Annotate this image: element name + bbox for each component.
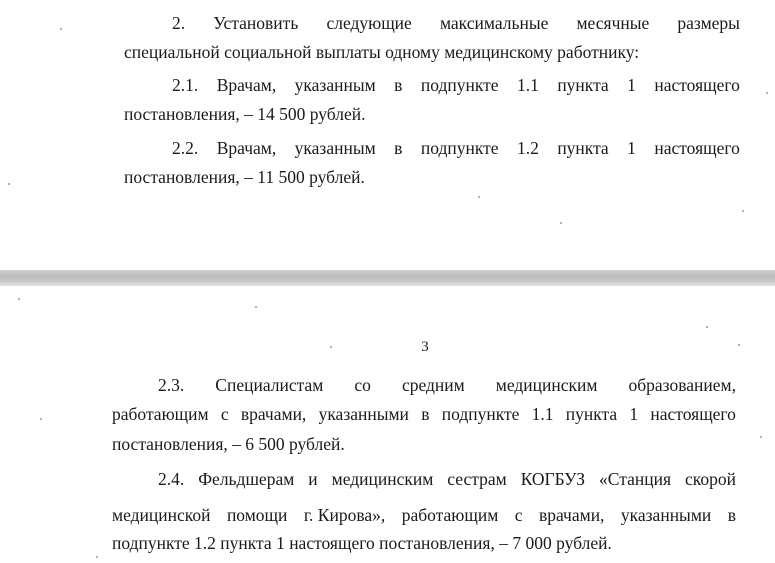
word: Установить [213, 13, 299, 33]
scan-speck [96, 556, 98, 558]
page-number: 3 [421, 339, 429, 355]
word: врачами, [240, 404, 307, 424]
scan-speck [760, 436, 762, 438]
word: в [421, 404, 430, 424]
word: Фельдшерам [198, 469, 295, 489]
word: указанным [294, 138, 376, 158]
paragraph-2-line-1 [172, 12, 740, 34]
page-break-separator [0, 270, 775, 286]
word: указанными [620, 505, 712, 525]
paragraph-2-4-line-3: подпункте 1.2 пункта 1 настоящего постановления, – 7 000 рублей. [112, 533, 612, 553]
word: средним [401, 375, 465, 395]
word: медицинским [331, 469, 434, 489]
scan-speck [742, 210, 744, 212]
word: Врачам, [216, 138, 277, 158]
paragraph-2-2-line-2: постановления, – 11 500 рублей. [124, 167, 365, 187]
paragraph-2-4-line-1 [158, 468, 736, 490]
word: настоящего [650, 404, 736, 424]
scan-speck [706, 326, 708, 328]
word: максимальные [439, 13, 549, 33]
word: работающим [401, 505, 499, 525]
word: КОГБУЗ [520, 469, 586, 489]
document-page-lower [0, 286, 775, 563]
word: Специалистам [215, 375, 324, 395]
paragraph-2-line-2: специальной социальной выплаты одному медицинскому работнику: [124, 42, 640, 62]
word: 2. [172, 13, 186, 33]
paragraph-2-1-line-1 [172, 74, 740, 96]
word: со [354, 375, 371, 395]
scan-speck [330, 346, 332, 348]
word: месячные [576, 13, 650, 33]
scan-speck [560, 222, 562, 224]
scan-speck [40, 418, 42, 420]
scan-speck [766, 92, 768, 94]
word: «Станция [599, 469, 671, 489]
document-page-upper [0, 0, 775, 270]
word: врачами, [538, 505, 605, 525]
word: 1 [629, 404, 639, 424]
word: указанными [318, 404, 409, 424]
scan-speck [8, 183, 10, 185]
paragraph-2-3-line-2 [112, 403, 736, 425]
word: в [394, 75, 403, 95]
word: подпункте [420, 138, 499, 158]
paragraph-2-4-line-2 [112, 504, 736, 526]
scan-speck [60, 28, 62, 30]
word: 1 [627, 138, 636, 158]
word: 2.3. [158, 375, 185, 395]
word: 2.1. [172, 75, 199, 95]
word: с [220, 404, 229, 424]
word: 1.1 [531, 404, 554, 424]
word: скорой [684, 469, 736, 489]
scan-speck [738, 344, 740, 346]
word: указанным [294, 75, 376, 95]
word: 1.1 [516, 75, 539, 95]
word: подпункте [420, 75, 499, 95]
paragraph-2-3-line-1 [158, 374, 736, 396]
paragraph-2-1-line-2: постановления, – 14 500 рублей. [124, 104, 366, 124]
word: г. Кирова», [303, 505, 386, 525]
word: 2.4. [158, 469, 185, 489]
scan-speck [255, 306, 257, 308]
word: пункта [557, 75, 609, 95]
word: 1.2 [516, 138, 539, 158]
word: медицинским [495, 375, 598, 395]
word: работающим [112, 404, 209, 424]
word: медицинской [112, 505, 211, 525]
word: с [514, 505, 523, 525]
word: настоящего [654, 75, 740, 95]
word: подпункте [441, 404, 520, 424]
word: пункта [557, 138, 609, 158]
word: в [727, 505, 736, 525]
word: сестрам [447, 469, 507, 489]
paragraph-2-3-line-3: постановления, – 6 500 рублей. [112, 434, 345, 454]
scan-speck [478, 196, 480, 198]
paragraph-2-2-line-1 [172, 137, 740, 159]
scan-speck [18, 298, 20, 300]
word: пункта [565, 404, 618, 424]
word: размеры [677, 13, 740, 33]
word: Врачам, [216, 75, 277, 95]
word: 2.2. [172, 138, 199, 158]
word: образованием, [628, 375, 736, 395]
word: помощи [226, 505, 288, 525]
word: и [308, 469, 318, 489]
word: следующие [326, 13, 412, 33]
word: настоящего [654, 138, 740, 158]
word: в [394, 138, 403, 158]
word: 1 [627, 75, 636, 95]
